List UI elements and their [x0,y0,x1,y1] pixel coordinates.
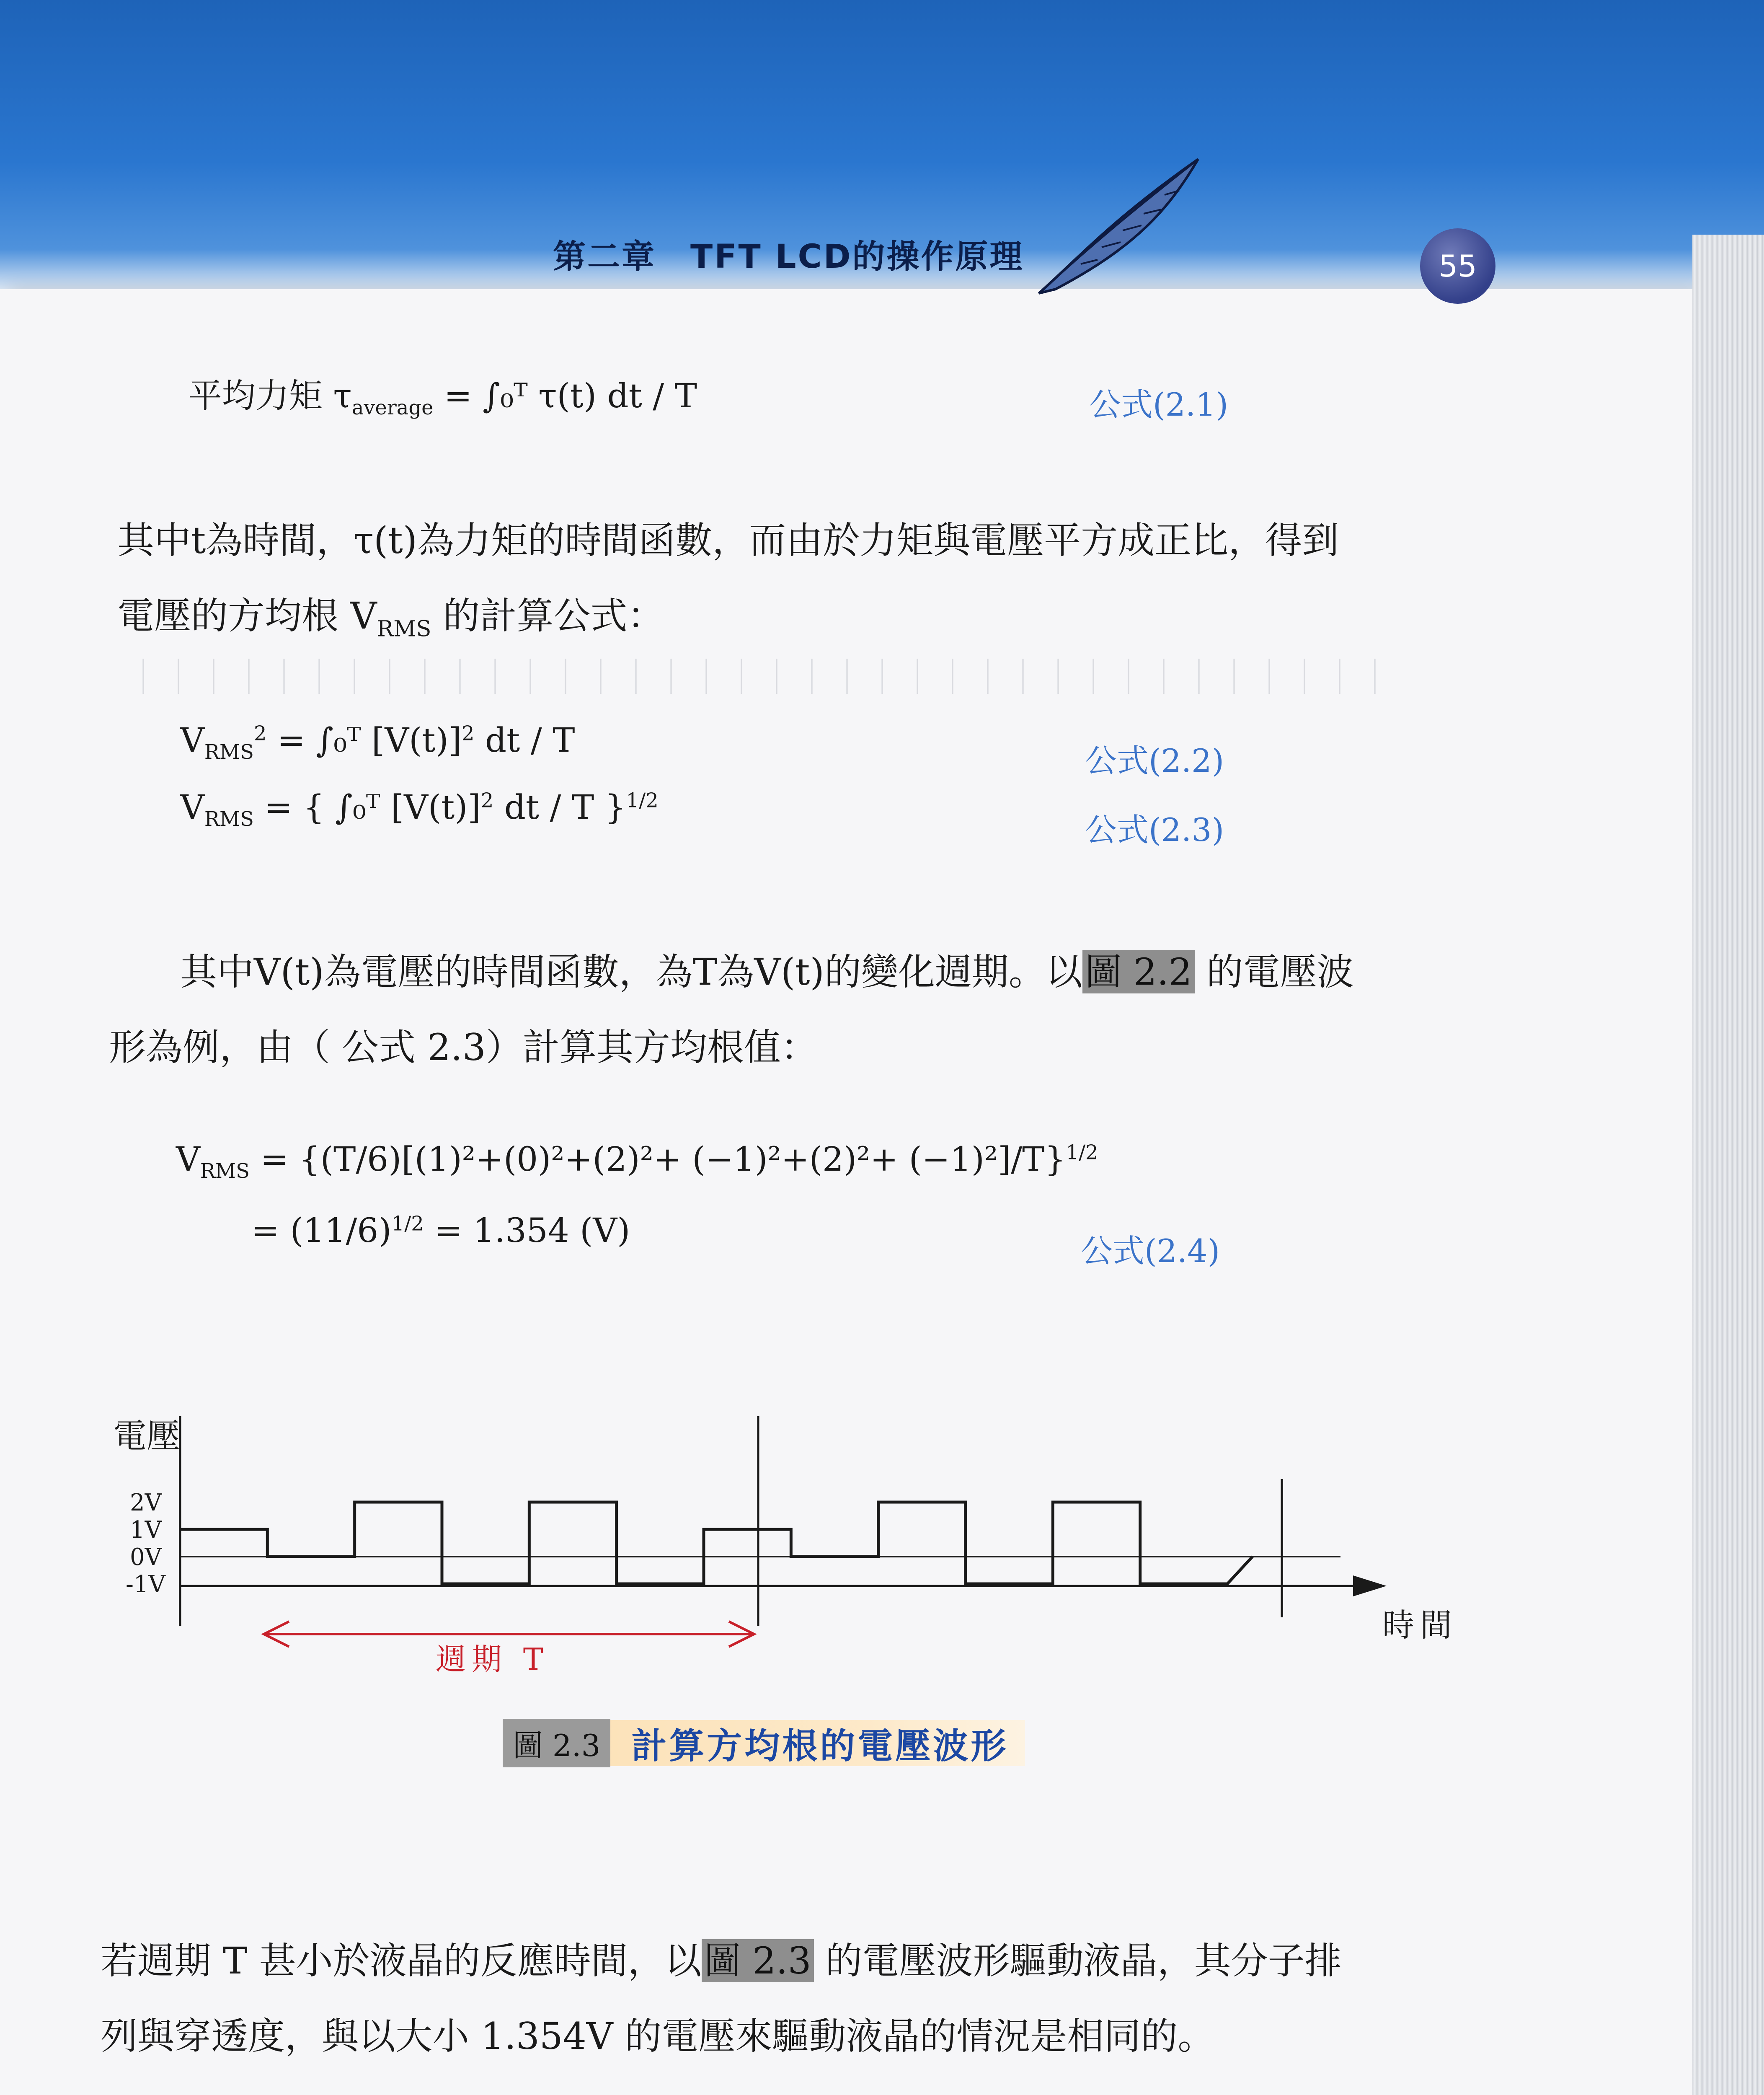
formula-2-4-line-1 [176,1140,1098,1183]
y-tick-0v: 0V [130,1544,162,1571]
formula-2-2-rhs-a: = ∫₀ᵀ [V(t)] [266,721,462,760]
formula-2-4-lhs: V [176,1140,200,1179]
paragraph-3-line-1a: 若週期 T 甚小於液晶的反應時間，以 [101,1939,702,1982]
paragraph-2-line-2: 形為例，由（ 公式 2.3）計算其方均根值： [109,1026,818,1069]
formula-2-4-sub: RMS [200,1159,250,1183]
formula-2-4-line-2a: = (11/6) [251,1211,392,1250]
equation-label-2-1: 公式(2.1) [1089,386,1229,423]
paragraph-2-line-1b: 的電壓波 [1194,950,1354,993]
paragraph-2-line-1a: 其中V(t)為電壓的時間函數，為T為V(t)的變化週期。以 [180,950,1082,993]
paragraph-2-line-1 [180,934,1354,1010]
paragraph-1-line-2b: 的計算公式： [431,594,664,637]
formula-2-2-sub: RMS [204,740,254,764]
formula-2-3-rhs-a: = { ∫₀ᵀ [V(t)] [253,788,481,827]
y-tick-neg1v: -1V [126,1571,165,1598]
paragraph-3-line-1b: 的電壓波形驅動液晶，其分子排 [814,1939,1342,1982]
paragraph-1-line-1: 其中t為時間，τ(t)為力矩的時間函數，而由於力矩與電壓平方成正比，得到 [117,519,1339,562]
formula-2-2-rhs-b: dt / T [474,721,575,760]
y-tick-1v: 1V [130,1516,162,1544]
feather-icon [1031,151,1206,303]
formula-2-2 [180,721,575,764]
page-number: 55 [1420,228,1495,304]
paragraph-1-line-2a: 電壓的方均根 V [117,594,377,637]
formula-2-2-lhs: V [180,721,204,760]
y-axis-title: 電壓 [113,1417,180,1456]
figure-reference-2-2: 圖 2.2 [1082,950,1195,993]
period-label: 週期 T [436,1642,549,1677]
figure-number: 圖 2.3 [503,1719,610,1767]
formula-2-2-sup: 2 [253,722,267,745]
paragraph-1-line-2-sub: RMS [377,616,431,642]
figure-reference-2-3: 圖 2.3 [702,1939,814,1982]
chapter-title: 第二章 TFT LCD的操作原理 [553,238,1024,276]
paragraph-3-line-2: 列與穿透度，與以大小 1.354V 的電壓來驅動液晶的情況是相同的。 [101,2015,1215,2058]
formula-2-2-rhs-sup: 2 [461,722,475,745]
formula-2-3 [180,788,659,831]
page-edge [1692,235,1764,2095]
equation-label-2-3: 公式(2.3) [1085,811,1224,848]
formula-2-4-line-2b: = 1.354 (V) [424,1211,630,1250]
figure-caption [503,1720,1025,1766]
formula-2-4-sup: 1/2 [1066,1141,1098,1164]
paragraph-1-line-2 [117,578,664,667]
formula-2-4-line-2 [251,1211,630,1250]
formula-2-3-rhs-sup: 2 [480,789,494,812]
figure-title: 計算方均根的電壓波形 [631,1725,1009,1767]
formula-2-1-rhs: = ∫₀ᵀ τ(t) dt / T [433,376,697,415]
formula-2-4-rhs: = {(T/6)[(1)²+(0)²+(2)²+ (−1)²+(2)²+ (−1)²]/T} [249,1140,1066,1179]
formula-2-4-line-2-sup: 1/2 [391,1212,424,1236]
formula-2-3-rhs-b: dt / T } [493,788,626,827]
equation-label-2-4: 公式(2.4) [1081,1232,1220,1270]
formula-2-1-lhs: 平均力矩 τ [189,376,352,415]
bleed-through-text: ｜｜｜｜｜｜｜｜｜｜｜｜｜｜｜｜｜｜｜｜｜｜｜｜｜｜｜｜｜｜｜｜｜｜｜｜ [126,657,1393,698]
formula-2-1 [189,369,697,419]
x-axis-title: 時間 [1382,1606,1458,1644]
formula-2-3-sub: RMS [204,807,254,831]
y-tick-2v: 2V [130,1489,162,1516]
paragraph-3-line-1 [101,1923,1342,1999]
formula-2-3-rhs-sup2: 1/2 [626,789,659,812]
formula-2-3-lhs: V [180,788,204,827]
equation-label-2-2: 公式(2.2) [1085,742,1224,779]
formula-2-1-sub: average [351,396,434,419]
